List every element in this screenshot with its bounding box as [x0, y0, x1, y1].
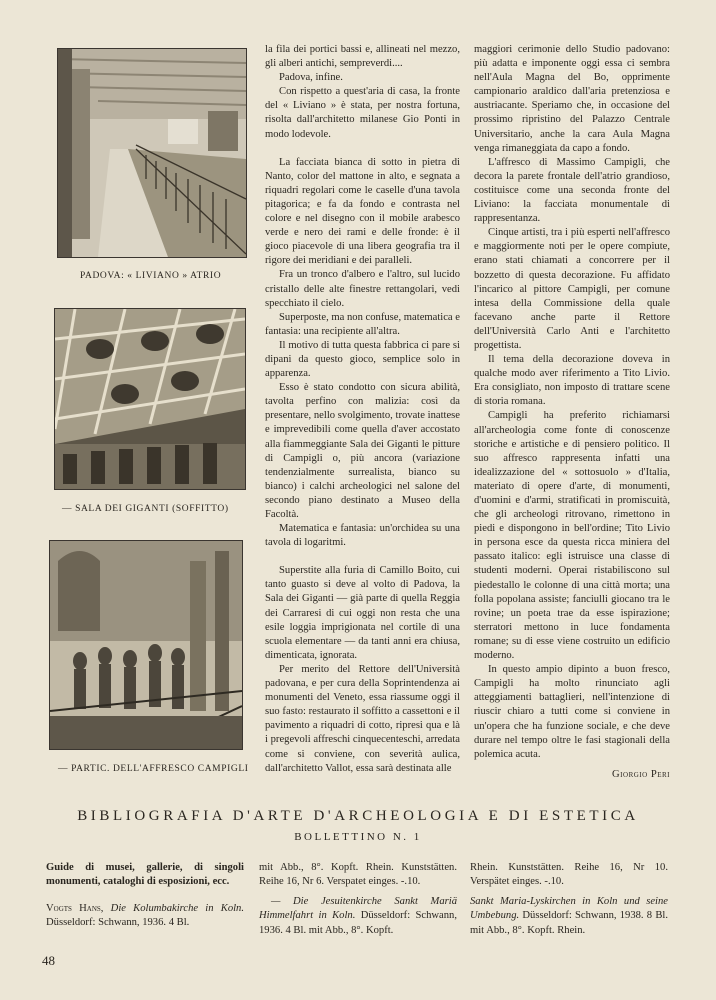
bib-details: Düsseldorf: Schwann, 1936. 4 Bl. mit Abb., 8°. Kopft.	[259, 910, 457, 936]
photo-atrio	[57, 48, 247, 258]
bib-title: Sankt Maria-Lyskirchen in Koln und seine Umbebung.	[470, 895, 668, 922]
paragraph: In questo ampio dipinto a buon fresco, Campigli ha molto rinunciato agli atteggiamenti battaglieri, nell'intenzione di riuscir chiaro a tutti come si conviene in un'opera che ha funzione sociale, e che deve durare nel tempo oltre le fasi stagionali della polemica acuta.	[474, 664, 670, 760]
author-signature: Giorgio Peri	[612, 768, 670, 780]
atrio-image	[58, 49, 246, 257]
bibliography-column-3	[470, 861, 668, 938]
affresco-image	[50, 541, 242, 749]
paragraph: Fra un tronco d'albero e l'altro, sul lucido cristallo delle alte finestre rettangolari, vedi specchiato il cielo.	[265, 269, 460, 309]
paragraph: L'affresco di Massimo Campigli, che decora la parete frontale dell'atrio grandioso, costituisce come una seconda fronte del Liviano: la facciata monumentale di rappresentanza.	[474, 156, 670, 225]
bib-author: Vogts Hans,	[46, 902, 104, 914]
paragraph: Il motivo di tutta questa fabbrica ci pare si dipani da questo gioco, semplice solo in apparenza.	[265, 339, 460, 380]
paragraph: Superposte, ma non confuse, matematica e fantasia: una recipiente all'altra.	[265, 311, 460, 337]
caption-affresco: — PARTIC. DELL'AFFRESCO CAMPIGLI	[58, 764, 249, 774]
paragraph: Matematica e fantasia: un'orchidea su una tavola di logaritmi.	[265, 523, 460, 549]
caption-soffitto: — SALA DEI GIGANTI (SOFFITTO)	[62, 504, 229, 514]
article-column-middle	[265, 43, 460, 776]
paragraph: Padova, infine.	[279, 72, 343, 84]
bib-entry	[470, 895, 668, 938]
page-number: 48	[42, 953, 55, 968]
paragraph: Esso è stato condotto con sicura abilità, tavolta perfino con malizia: così da presentare, nello svolgimento, trovate inattese e imprevedibili come quella d'aver accostato alla fiammeggiante Sala dei Giganti le pitture di Campigli o, più ancora (variazione tendenzialmente surrealista, bianco su bianco) i calchi archeologici nel salone del secondo piano destinato a Museo della Facoltà.	[265, 382, 460, 520]
caption-atrio: PADOVA: « LIVIANO » ATRIO	[80, 271, 222, 281]
bibliography-title: BIBLIOGRAFIA D'ARTE D'ARCHEOLOGIA E DI ESTETICA	[77, 808, 639, 824]
paragraph: Per merito del Rettore dell'Università padovana, e per cura della Soprintendenza ai monumenti del Veneto, essa riassume oggi il suo fasto: restaurato il soffitto a cassettoni e il pavimento a riquadri di cotto, ripresi qua e là i pregevoli affreschi cinquecenteschi, arredata come si conviene, con severità aulica, dall'architetto Vallot, essa sarà destinata alle	[265, 663, 460, 774]
bib-entry	[46, 902, 244, 931]
soffitto-image	[55, 309, 245, 489]
bib-continuation: Rhein. Kunststätten. Reihe 16, Nr 10. Verspätet einges. -.10.	[470, 862, 668, 888]
bib-details: Düsseldorf: Schwann, 1938. 8 Bl. mit Abb., 8°. Kopft. Rhein.	[470, 910, 668, 936]
article-column-right	[474, 43, 670, 782]
photo-soffitto	[54, 308, 246, 490]
bib-continuation: mit Abb., 8°. Kopft. Rhein. Kunststätten. Reihe 16, Nr 6. Verspatet einges. -.10.	[259, 862, 457, 888]
paragraph: la fila dei portici bassi e, allineati nel mezzo, gli alberi antichi, sempreverdi....	[265, 44, 460, 70]
paragraph: Cinque artisti, tra i più esperti nell'affresco e maggiormente noti per le opere compiute, erano stati chiamati a concorrere per il bozzetto di questa decorazione. Fu affidato l'incarico al pittore Campigli, per comune intesa della Commissione della quale facevano anche parte il Rettore dell'Università Carlo Anti e l'architetto progettista.	[474, 227, 670, 351]
photo-affresco	[49, 540, 243, 750]
paragraph: Con rispetto a quest'aria di casa, la fronte del « Liviano » è stata, per nostra fortuna, risolta dall'architetto milanese Gio Ponti in modo lodevole.	[265, 86, 460, 140]
bib-title: — Die Jesuitenkirche Sankt Mariä Himmelfahrt in Koln.	[259, 895, 457, 922]
bulletin-number: BOLLETTINO N. 1	[294, 831, 422, 843]
paragraph: La facciata bianca di sotto in pietra di Nanto, color del mattone in alto, e segnata a riquadri regolari come le caselle d'una tavola pitagorica; e fa da fondo e contrasta nel colore e nel disegno con il mobile arabesco verde e nero dei rami e delle fronde: è il gioco piacevole di una libera geografia tra il rigore dei meridiani e dei paralleli.	[265, 156, 460, 267]
section-heading: Guide di musei, gallerie, di singoli monumenti, cataloghi di esposizioni, ecc.	[46, 862, 244, 888]
bibliography-column-1	[46, 861, 244, 931]
bib-details: Düsseldorf: Schwann, 1936. 4 Bl.	[46, 917, 190, 929]
bibliography-column-2	[259, 861, 457, 938]
paragraph: Superstite alla furia di Camillo Boito, cui tanto guasto si deve al volto di Padova, la Sala dei Giganti — già parte di quella Reggia dei Carraresi di cui oggi non resta che una esile loggia imprigionata nel cortile di una scuola elementare — da tanti anni era chiusa, dimenticata, ignorata.	[265, 565, 460, 661]
paragraph: Campigli ha preferito richiamarsi all'archeologia come fonte di conoscenze storiche e artistiche e di pensiero politico. Il suo affresco rappresenta infatti una idealizzazione del « sottosuolo » d'Italia, materiato di opere d'arte, di monumenti, d'uomini e d'armi, stratificati in promiscuità, che gli archeologi ritrovano, rimettono in piedi e dispongono in bell'ordine; Tito Livio in persona esce da questa ricca miniera del passato italico: egli istruisce una classe di studenti moderni. Operai ristabiliscono sul piedestallo le colonne di una città morta; una folla popolana assiste; fanciulli giocano tra le rovine; un poeta trae da esse ispirazione; sterratori mettono in luce fondamenta romane; su di esse viene costruito un edificio moderno.	[474, 410, 670, 662]
paragraph: maggiori cerimonie dello Studio padovano: più adatta e imponente oggi essa ci sembra nell'Aula Magna del Bo, opprimente campionario araldico dall'aria pretenziosa e austriacante. Speriamo che, in occasione del prossimo ripristino del Palazzo Centrale Universitario, anche la cara Aula Magna venga rimaneggiata da capo a fondo.	[474, 44, 670, 154]
bib-title: Die Kolumbakirche in Koln.	[110, 902, 245, 914]
bib-entry	[259, 895, 457, 938]
paragraph: Il tema della decorazione doveva in qualche modo aver riferimento a Tito Livio. Era consigliato, non imposto di trattare scene di storia romana.	[474, 354, 670, 408]
